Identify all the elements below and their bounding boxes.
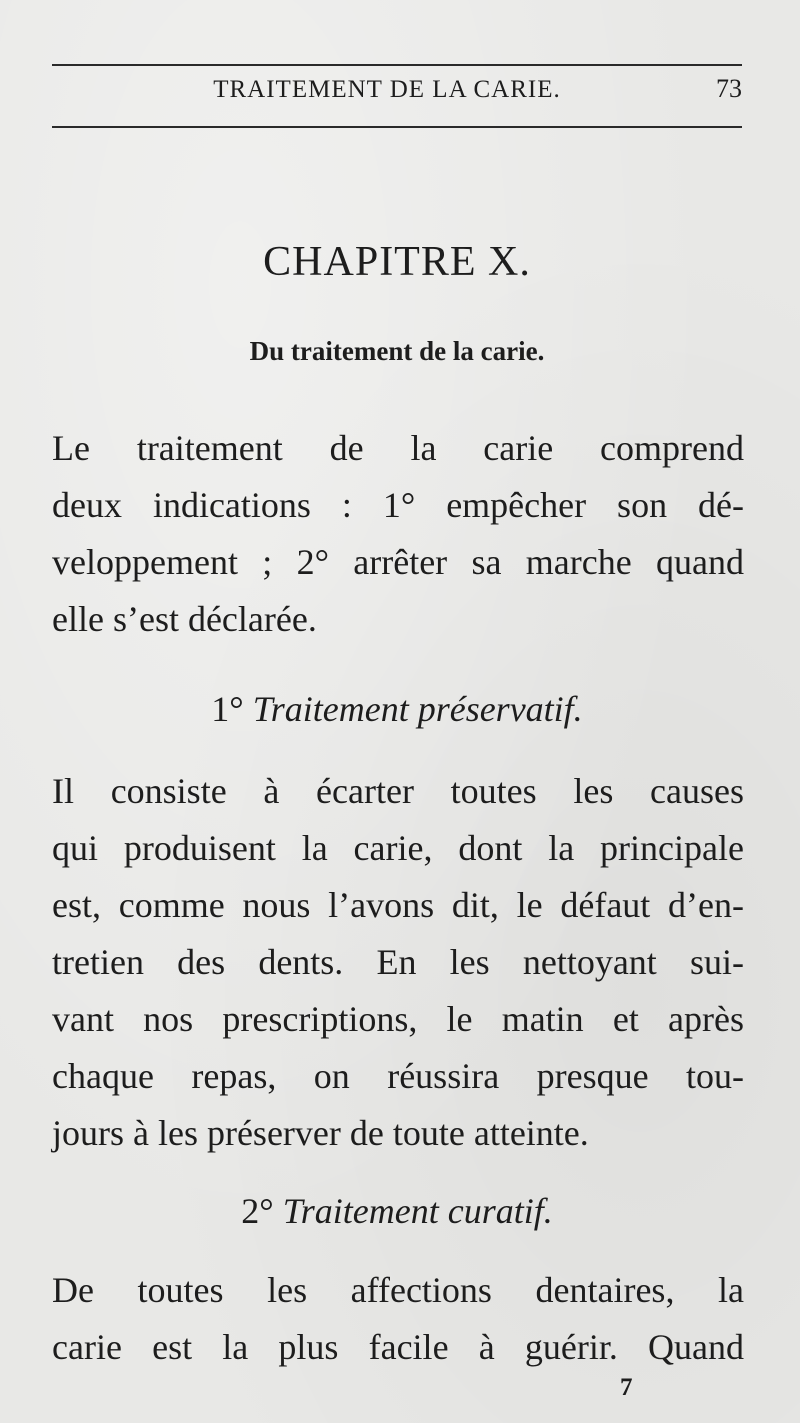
text-line: jours à les préserver de toute atteinte. [52, 1113, 589, 1153]
text-line: tretien des dents. En les nettoyant sui- [52, 942, 744, 982]
running-title: TRAITEMENT DE LA CARIE. [213, 76, 561, 103]
text-line: est, comme nous l’avons dit, le défaut d’en- [52, 885, 744, 925]
section-number: 1° [211, 689, 244, 729]
section-heading-preservatif [52, 688, 742, 730]
page-number: 73 [716, 74, 742, 103]
text-line: Il consiste à écarter toutes les causes [52, 771, 744, 811]
text-line: chaque repas, on réussira presque tou- [52, 1056, 744, 1096]
text-line: veloppement ; 2° arrêter sa marche quand [52, 542, 744, 582]
text-line: qui produisent la carie, dont la principale [52, 828, 744, 868]
text-line: elle s’est déclarée. [52, 599, 317, 639]
section-heading-curatif [52, 1190, 742, 1232]
text-line: deux indications : 1° empêcher son dé- [52, 485, 744, 525]
chapter-subtitle: Du traitement de la carie. [249, 336, 545, 366]
paragraph-curatif [52, 1262, 744, 1376]
paragraph-preservatif [52, 763, 744, 1162]
header-rule-top [52, 64, 742, 66]
section-number: 2° [241, 1191, 274, 1231]
text-line: De toutes les affections dentaires, la [52, 1270, 744, 1310]
text-line: vant nos prescriptions, le matin et après [52, 999, 744, 1039]
section-title: Traitement préservatif. [252, 689, 583, 729]
header-rule-bottom [52, 126, 742, 128]
section-title: Traitement curatif. [282, 1191, 553, 1231]
text-line: Le traitement de la carie comprend [52, 428, 744, 468]
text-line: carie est la plus facile à guérir. Quand [52, 1327, 744, 1367]
signature-mark: 7 [620, 1374, 633, 1401]
chapter-title: CHAPITRE X. [263, 239, 531, 285]
running-head [52, 74, 742, 114]
paragraph-intro [52, 420, 744, 648]
